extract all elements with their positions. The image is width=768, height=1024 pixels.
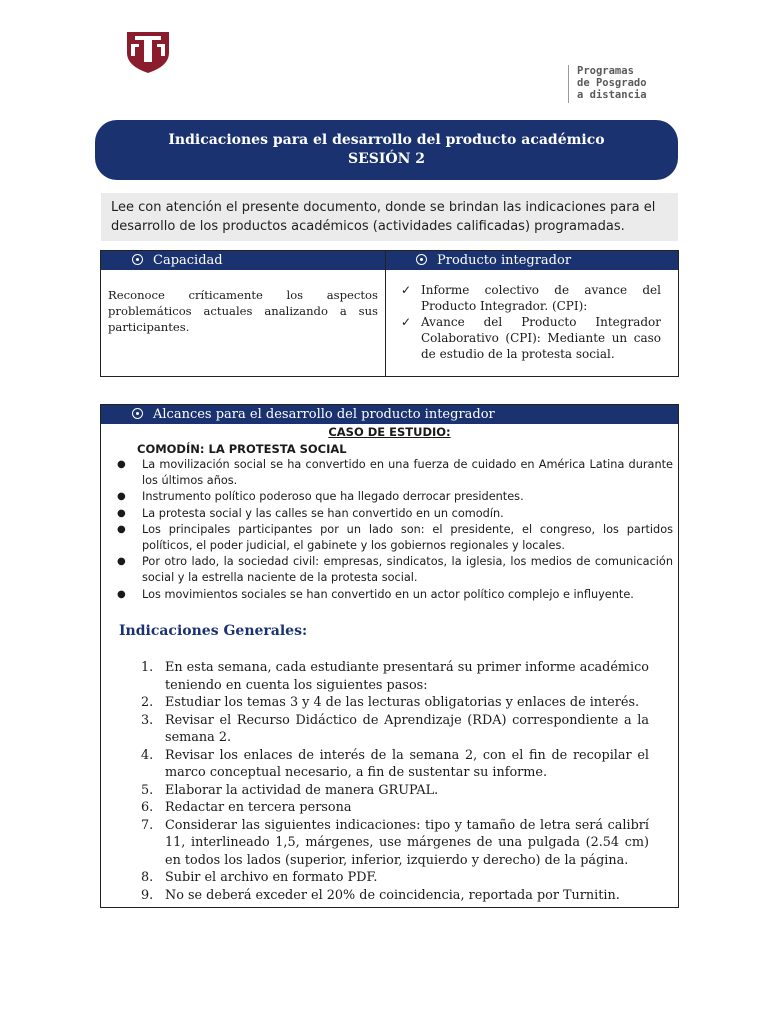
session-label: SESIÓN 2 [347,151,426,167]
step-item: 7. Considerar las siguientes indicaciones: tipo y tamaño de letra será calibrí 11, interlineado 1,5, márgenes, use márgenes de una pulgada (2.54 cm) en todos los lados (superior, inferior, izquierdo y derecho) de la página. [141,817,649,868]
program-label [568,65,647,103]
step-item: 1. En esta semana, cada estudiante presentará su primer informe académico teniendo en cuenta los siguientes pasos: [141,660,649,693]
bullet-icon: ● [117,588,126,600]
bullet-icon: ● [117,507,126,519]
list-item: ● La movilización social se ha convertido en una fuerza de cuidado en América Latina durante los últimos años. [117,458,673,488]
checkmark-icon: ✓ [401,315,412,329]
list-item: ● Los principales participantes por un lado son: el presidente, el congreso, los partidos políticos, el poder judicial, el gabinete y los gobiernos regionales y locales. [117,522,673,553]
step-item: 2. Estudiar los temas 3 y 4 de las lecturas obligatorias y enlaces de interés. [141,695,640,710]
university-shield-logo-icon [126,30,170,74]
column-divider [385,251,386,376]
case-bullet-list [117,457,673,603]
general-indications-title: Indicaciones Generales: [119,623,308,639]
product-list [401,282,661,362]
product-header-label: Producto integrador [437,253,572,268]
steps-list [141,659,649,904]
product-column-header [416,251,571,270]
checkmark-icon: ✓ [401,283,412,297]
list-item: ● Por otro lado, la sociedad civil: empresas, sindicatos, la iglesia, los medios de comunicación social y la estrella naciente de la protesta social. [117,555,673,585]
capacity-table-header [101,251,678,270]
product-list-item: ✓ Informe colectivo de avance del Producto Integrador. (CPI): [401,283,661,313]
product-list-item: ✓ Avance del Producto Integrador Colaborativo (CPI): Mediante un caso de estudio de la protesta social. [401,315,661,361]
step-item: 8. Subir el archivo en formato PDF. [141,870,378,885]
bullet-icon: ● [117,491,126,503]
target-bullet-icon [132,408,143,419]
capacity-table [100,250,679,377]
capacity-column-header [132,251,223,270]
scope-table-header [101,405,678,424]
program-line: a distancia [577,89,647,101]
program-line: Programas [577,65,634,77]
step-item: 6. Redactar en tercera persona [141,800,352,815]
document-title-banner [95,120,678,180]
step-item: 3. Revisar el Recurso Didáctico de Aprendizaje (RDA) correspondiente a la semana 2. [141,712,649,745]
target-bullet-icon [416,254,427,265]
intro-paragraph: Lee con atención el presente documento, donde se brindan las indicaciones para el desarrollo de los productos académicos (actividades calificadas) programadas. [101,193,678,241]
scope-table [100,404,679,908]
case-study-title: CASO DE ESTUDIO: [328,425,451,439]
capacity-header-label: Capacidad [153,253,223,268]
target-bullet-icon [132,254,143,265]
program-line: de Posgrado [577,77,647,89]
step-item: 5. Elaborar la actividad de manera GRUPAL. [141,782,439,798]
case-study-subtitle: COMODÍN: LA PROTESTA SOCIAL [137,442,347,456]
capacity-text: Reconoce críticamente los aspectos problemáticos actuales analizando a sus participantes. [108,288,378,334]
document-title: Indicaciones para el desarrollo del producto académico [168,132,605,148]
bullet-icon: ● [117,523,126,535]
step-item: 4. Revisar los enlaces de interés de la semana 2, con el fin de recopilar el marco conceptual necesario, a fin de sustentar su informe. [141,747,649,780]
bullet-icon: ● [117,459,126,470]
scope-header-label: Alcances para el desarrollo del producto integrador [153,407,495,422]
step-item: 9. No se deberá exceder el 20% de coincidencia, reportada por Turnitin. [141,887,620,903]
list-item: ● La protesta social y las calles se han convertido en un comodín. [117,506,673,522]
bullet-icon: ● [117,556,126,568]
list-item: ● Instrumento político poderoso que ha llegado derrocar presidentes. [117,489,673,505]
list-item: ● Los movimientos sociales se han convertido en un actor político complejo e influyente. [117,587,673,603]
